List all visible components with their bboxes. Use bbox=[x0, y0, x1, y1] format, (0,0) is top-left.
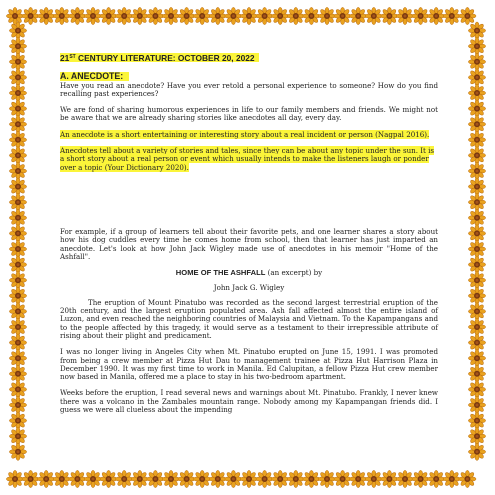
paragraph-intro-questions: Have you read an anecdote? Have you ever retold a personal experience to someone? How do you find recalling past experiences? bbox=[60, 80, 438, 98]
sunflower-icon bbox=[240, 7, 257, 24]
sunflower-icon bbox=[350, 470, 367, 487]
sunflower-icon bbox=[131, 7, 148, 24]
sunflower-icon bbox=[9, 428, 26, 445]
sunflower-icon bbox=[428, 470, 445, 487]
sunflower-icon bbox=[84, 7, 101, 24]
sunflower-icon bbox=[468, 350, 485, 367]
sunflower-icon bbox=[9, 240, 26, 257]
sunflower-icon bbox=[162, 470, 179, 487]
sunflower-icon bbox=[116, 470, 133, 487]
sunflower-icon bbox=[9, 365, 26, 382]
paragraph-anecdote-variety: Anecdotes tell about a variety of stories and tales, since they can be about any topic under the sun. It is a short story about a real person or event which usually intends to make the listeners laugh or ponder over a topic (Your Dictionary 2020). bbox=[60, 146, 435, 172]
sunflower-icon bbox=[287, 470, 304, 487]
sunflower-icon bbox=[9, 396, 26, 413]
story-title: HOME OF THE ASHFALL bbox=[175, 268, 266, 278]
sunflower-icon bbox=[412, 470, 429, 487]
sunflower-icon bbox=[272, 7, 289, 24]
sunflower-icon bbox=[468, 131, 485, 148]
sunflower-icon bbox=[303, 470, 320, 487]
sunflower-icon bbox=[468, 303, 485, 320]
sunflower-icon bbox=[468, 443, 485, 460]
sunflower-icon bbox=[9, 334, 26, 351]
sunflower-icon bbox=[443, 470, 460, 487]
sunflower-icon bbox=[468, 256, 485, 273]
sunflower-icon bbox=[468, 178, 485, 195]
sunflower-icon bbox=[9, 22, 26, 39]
sunflower-icon bbox=[459, 470, 476, 487]
sunflower-icon bbox=[334, 7, 351, 24]
sunflower-icon bbox=[468, 428, 485, 445]
sunflower-icon bbox=[468, 116, 485, 133]
sunflower-icon bbox=[84, 470, 101, 487]
paragraph-sharing-experiences: We are fond of sharing humorous experiences in life to our family members and friends. We might not be aware that we are already sharing stories like anecdotes all day, every day. bbox=[60, 105, 438, 123]
sunflower-icon bbox=[468, 84, 485, 101]
sunflower-icon bbox=[209, 470, 226, 487]
sunflower-icon bbox=[443, 7, 460, 24]
sunflower-icon bbox=[22, 7, 39, 24]
page-title: 21ST CENTURY LITERATURE: OCTOBER 20, 2022 bbox=[60, 53, 259, 62]
document-body bbox=[60, 53, 438, 422]
paragraph-definition: An anecdote is a short entertaining or interesting story about a real incident or person (Nagpal 2016). bbox=[60, 129, 430, 139]
sunflower-icon bbox=[256, 7, 273, 24]
sunflower-icon bbox=[468, 381, 485, 398]
sunflower-icon bbox=[350, 7, 367, 24]
sunflower-icon bbox=[365, 7, 382, 24]
story-paragraph-2: I was no longer living in Angeles City when Mt. Pinatubo erupted on June 15, 1991. I was promoted from being a crew member at Pizza Hut Dau to management trainee at Pizza Hut Harrison Plaza in December 1990. It was my first time to work in Manila. Ed Calupitan, a fellow Pizza Hut crew member now based in Manila, offered me a place to stay in his two-bedroom apartment. bbox=[60, 347, 438, 382]
sunflower-icon bbox=[396, 470, 413, 487]
sunflower-icon bbox=[9, 116, 26, 133]
sunflower-icon bbox=[178, 470, 195, 487]
sunflower-icon bbox=[9, 194, 26, 211]
sunflower-icon bbox=[468, 194, 485, 211]
sunflower-icon bbox=[9, 147, 26, 164]
sunflower-icon bbox=[53, 470, 70, 487]
sunflower-icon bbox=[6, 470, 23, 487]
sunflower-icon bbox=[162, 7, 179, 24]
sunflower-icon bbox=[225, 7, 242, 24]
sunflower-icon bbox=[9, 209, 26, 226]
sunflower-icon bbox=[365, 470, 382, 487]
paragraph-example: For example, if a group of learners tell about their favorite pets, and one learner shares a story about how his dog cuddles every time he comes home from school, then that learner has just imparted an anecdote. Let's look at how John Jack Wigley made use of anecdotes in his memoir "Home of the Ashfall". bbox=[60, 226, 438, 261]
sunflower-icon bbox=[194, 7, 211, 24]
sunflower-icon bbox=[178, 7, 195, 24]
sunflower-icon bbox=[468, 396, 485, 413]
sunflower-icon bbox=[9, 162, 26, 179]
sunflower-icon bbox=[468, 53, 485, 70]
sunflower-icon bbox=[100, 470, 117, 487]
sunflower-icon bbox=[318, 470, 335, 487]
sunflower-icon bbox=[6, 7, 23, 24]
sunflower-icon bbox=[116, 7, 133, 24]
sunflower-icon bbox=[9, 412, 26, 429]
sunflower-icon bbox=[468, 240, 485, 257]
sunflower-icon bbox=[9, 178, 26, 195]
sunflower-icon bbox=[9, 443, 26, 460]
sunflower-icon bbox=[9, 100, 26, 117]
sunflower-icon bbox=[9, 84, 26, 101]
story-paragraph-1: The eruption of Mount Pinatubo was recorded as the second largest terrestrial eruption of the 20th century, and the largest eruption populated area. Ash fall affected almost the entire island of Luzon, and even reached the neighboring countries of Malaysia and Vietnam. To the Kapampangans and to the people affected by this tragedy, it would serve as a testament to their irrepressible attribute of rising about their plight and predicament. bbox=[60, 297, 438, 340]
sunflower-icon bbox=[468, 287, 485, 304]
sunflower-icon bbox=[131, 470, 148, 487]
sunflower-icon bbox=[209, 7, 226, 24]
sunflower-icon bbox=[468, 225, 485, 242]
sunflower-icon bbox=[468, 272, 485, 289]
sunflower-icon bbox=[194, 470, 211, 487]
sunflower-icon bbox=[468, 318, 485, 335]
sunflower-icon bbox=[459, 7, 476, 24]
sunflower-icon bbox=[9, 256, 26, 273]
sunflower-icon bbox=[9, 350, 26, 367]
sunflower-icon bbox=[225, 470, 242, 487]
sunflower-icon bbox=[468, 412, 485, 429]
sunflower-icon bbox=[272, 470, 289, 487]
sunflower-icon bbox=[9, 225, 26, 242]
sunflower-icon bbox=[147, 7, 164, 24]
story-subtitle: (an excerpt) by bbox=[265, 268, 323, 278]
sunflower-icon bbox=[381, 7, 398, 24]
sunflower-icon bbox=[9, 69, 26, 86]
sunflower-icon bbox=[22, 470, 39, 487]
sunflower-icon bbox=[9, 381, 26, 398]
sunflower-icon bbox=[69, 7, 86, 24]
sunflower-icon bbox=[287, 7, 304, 24]
story-heading bbox=[60, 269, 438, 277]
sunflower-icon bbox=[100, 7, 117, 24]
sunflower-icon bbox=[9, 287, 26, 304]
sunflower-icon bbox=[381, 470, 398, 487]
sunflower-icon bbox=[303, 7, 320, 24]
sunflower-icon bbox=[334, 470, 351, 487]
sunflower-icon bbox=[468, 209, 485, 226]
sunflower-icon bbox=[38, 7, 55, 24]
sunflower-icon bbox=[468, 334, 485, 351]
sunflower-icon bbox=[9, 303, 26, 320]
sunflower-icon bbox=[9, 38, 26, 55]
sunflower-icon bbox=[69, 470, 86, 487]
sunflower-icon bbox=[53, 7, 70, 24]
story-paragraph-3: Weeks before the eruption, I read several news and warnings about Mt. Pinatubo. Frankly, I never knew there was a volcano in the Zambales mountain range. Nobody among my Kapampangan friends did. I guess we were all clueless about the impending bbox=[60, 388, 438, 415]
sunflower-icon bbox=[318, 7, 335, 24]
sunflower-icon bbox=[147, 470, 164, 487]
section-heading: A. ANECDOTE: bbox=[60, 72, 129, 80]
sunflower-icon bbox=[468, 69, 485, 86]
sunflower-icon bbox=[428, 7, 445, 24]
sunflower-icon bbox=[396, 7, 413, 24]
sunflower-icon bbox=[9, 272, 26, 289]
sunflower-icon bbox=[468, 22, 485, 39]
story-author: John Jack G. Wigley bbox=[213, 283, 285, 293]
sunflower-icon bbox=[9, 318, 26, 335]
sunflower-icon bbox=[468, 38, 485, 55]
sunflower-icon bbox=[412, 7, 429, 24]
sunflower-icon bbox=[9, 53, 26, 70]
sunflower-icon bbox=[240, 470, 257, 487]
sunflower-icon bbox=[468, 147, 485, 164]
sunflower-icon bbox=[468, 100, 485, 117]
sunflower-icon bbox=[468, 162, 485, 179]
sunflower-icon bbox=[38, 470, 55, 487]
sunflower-icon bbox=[256, 470, 273, 487]
sunflower-icon bbox=[468, 365, 485, 382]
sunflower-icon bbox=[9, 131, 26, 148]
